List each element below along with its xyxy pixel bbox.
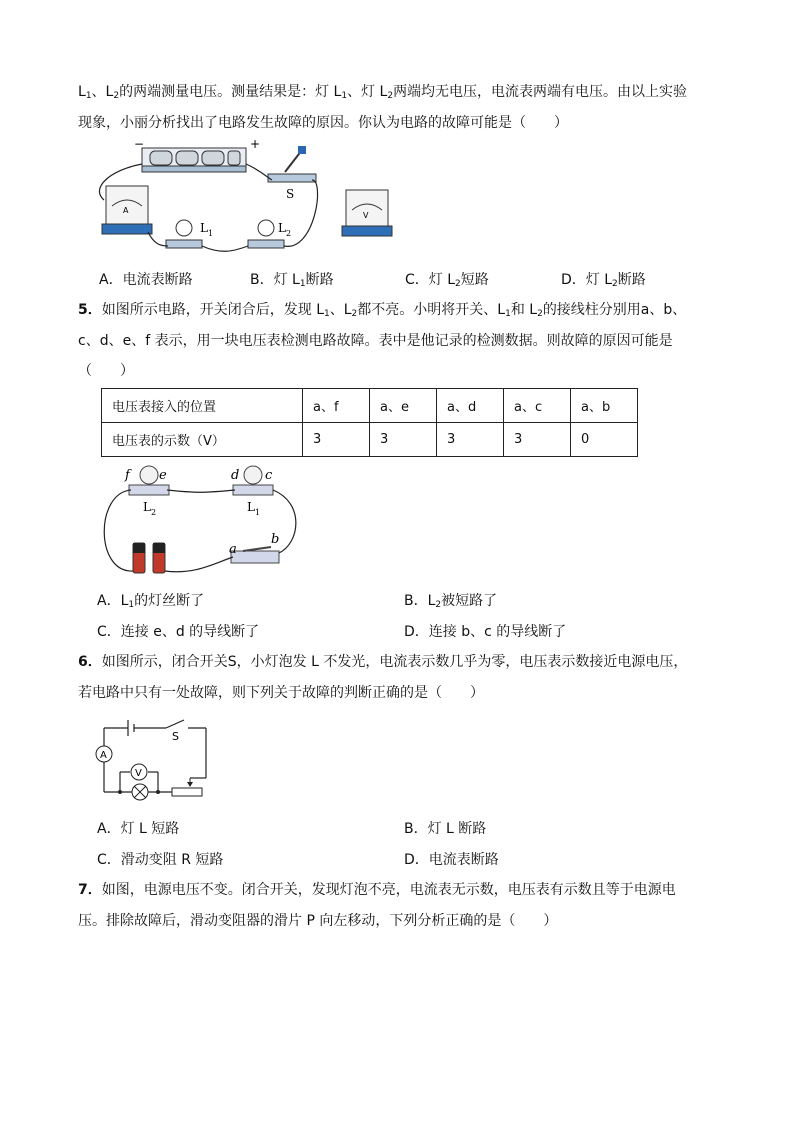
- table-cell: 3: [437, 423, 504, 457]
- label-f: f: [125, 468, 130, 483]
- q4-option-c[interactable]: C．灯 $L_2$短路: [405, 272, 489, 289]
- lamp2-sub: 2: [151, 508, 157, 517]
- switch-label: S: [172, 730, 179, 743]
- q5-line-3: （ ）: [78, 363, 134, 379]
- table-cell: 0: [571, 423, 638, 457]
- q5-option-b[interactable]: B．$L_2$被短路了: [404, 593, 498, 610]
- lamp2-label: L: [143, 500, 151, 514]
- ammeter-label: A: [123, 206, 129, 215]
- table-cell: a、f: [303, 389, 370, 423]
- lamp2-sub: 2: [286, 229, 292, 238]
- wire: [104, 490, 133, 571]
- label-b: b: [271, 532, 280, 547]
- q4-option-b[interactable]: B．灯 $L_1$断路: [250, 272, 334, 289]
- table-row: [102, 423, 638, 457]
- battery-box: [142, 148, 246, 172]
- q6-option-c[interactable]: C．滑动变阻 R 短路: [97, 852, 224, 868]
- table-cell: 3: [370, 423, 437, 457]
- minus-label: −: [134, 137, 145, 151]
- knife-switch: [268, 146, 316, 182]
- lamp-1: [166, 220, 202, 248]
- label-e: e: [159, 468, 167, 483]
- q7-line-1: 7．如图，电源电压不变。闭合开关，发现灯泡不亮，电流表无示数，电压表有示数且等于电源电: [78, 882, 676, 898]
- q4-line-1: $L_1$、$L_2$的两端测量电压。测量结果是：灯 $L_1$、灯 $L_2$两端均无电压，电流表两端有电压。由以上实验: [78, 84, 688, 101]
- ammeter-label: A: [100, 750, 107, 761]
- label-a: a: [229, 542, 237, 557]
- label-c: c: [265, 468, 273, 483]
- q4-option-d[interactable]: D．灯 $L_2$断路: [561, 272, 646, 289]
- table-cell: a、c: [504, 389, 571, 423]
- q5-line-2: c、d、e、f 表示，用一块电压表检测电路故障。表中是他记录的检测数据。则故障的原因可能是: [78, 333, 673, 349]
- label-d: d: [231, 468, 240, 483]
- q6-option-d[interactable]: D．电流表断路: [404, 852, 499, 868]
- q6-option-b[interactable]: B．灯 L 断路: [404, 821, 487, 837]
- q6-option-a[interactable]: A．灯 L 短路: [97, 821, 180, 837]
- q6-circuit-figure: [92, 716, 232, 806]
- q5-data-table: [101, 388, 638, 457]
- wire: [202, 246, 248, 251]
- table-cell: 电压表的示数（V）: [102, 423, 303, 457]
- wire: [246, 164, 272, 180]
- q4-option-a[interactable]: A．电流表断路: [99, 272, 193, 288]
- voltmeter-label: V: [135, 768, 142, 779]
- table-cell: a、b: [571, 389, 638, 423]
- q5-circuit-figure: [95, 463, 295, 578]
- q6-line-1: 6．如图所示，闭合开关S，小灯泡发 L 不发光，电流表示数几乎为零，电压表示数接近电源电压，: [78, 654, 688, 670]
- q5-option-c[interactable]: C．连接 e、d 的导线断了: [97, 624, 260, 640]
- table-cell: 3: [504, 423, 571, 457]
- table-cell: 电压表接入的位置: [102, 389, 303, 423]
- q5-option-d[interactable]: D．连接 b、c 的导线断了: [404, 624, 567, 640]
- q5-line-1: 5．如图所示电路，开关闭合后，发现 $L_1$、$L_2$都不亮。小明将开关、$L_1$和 $L_2$的接线柱分别用a、b、: [78, 302, 687, 319]
- lamp1-label: L: [247, 500, 255, 514]
- table-row: [102, 389, 638, 423]
- lamp1-sub: 1: [255, 508, 261, 517]
- rheostat-symbol: [172, 778, 202, 796]
- q4-line-2: 现象，小丽分析找出了电路发生故障的原因。你认为电路的故障可能是（ ）: [78, 115, 568, 131]
- lamp2-label: L: [278, 221, 286, 235]
- wire: [167, 490, 235, 492]
- q7-line-2: 压。排除故障后，滑动变阻器的滑片 P 向左移动，下列分析正确的是（ ）: [78, 913, 558, 929]
- voltmeter-label: V: [363, 211, 369, 220]
- table-cell: a、d: [437, 389, 504, 423]
- switch-label: S: [286, 187, 295, 201]
- table-cell: 3: [303, 423, 370, 457]
- q5-option-a[interactable]: A．$L_1$的灯丝断了: [97, 593, 205, 610]
- battery-pair: [133, 543, 165, 573]
- wire: [165, 557, 233, 572]
- switch: [231, 547, 279, 563]
- q6-line-2: 若电路中只有一处故障，则下列关于故障的判断正确的是（ ）: [78, 685, 484, 701]
- q4-circuit-figure: [90, 137, 420, 270]
- plus-label: +: [250, 137, 261, 151]
- lamp1-sub: 1: [208, 229, 214, 238]
- lamp1-label: L: [200, 221, 208, 235]
- lamp-symbol: [132, 784, 148, 800]
- table-cell: a、e: [370, 389, 437, 423]
